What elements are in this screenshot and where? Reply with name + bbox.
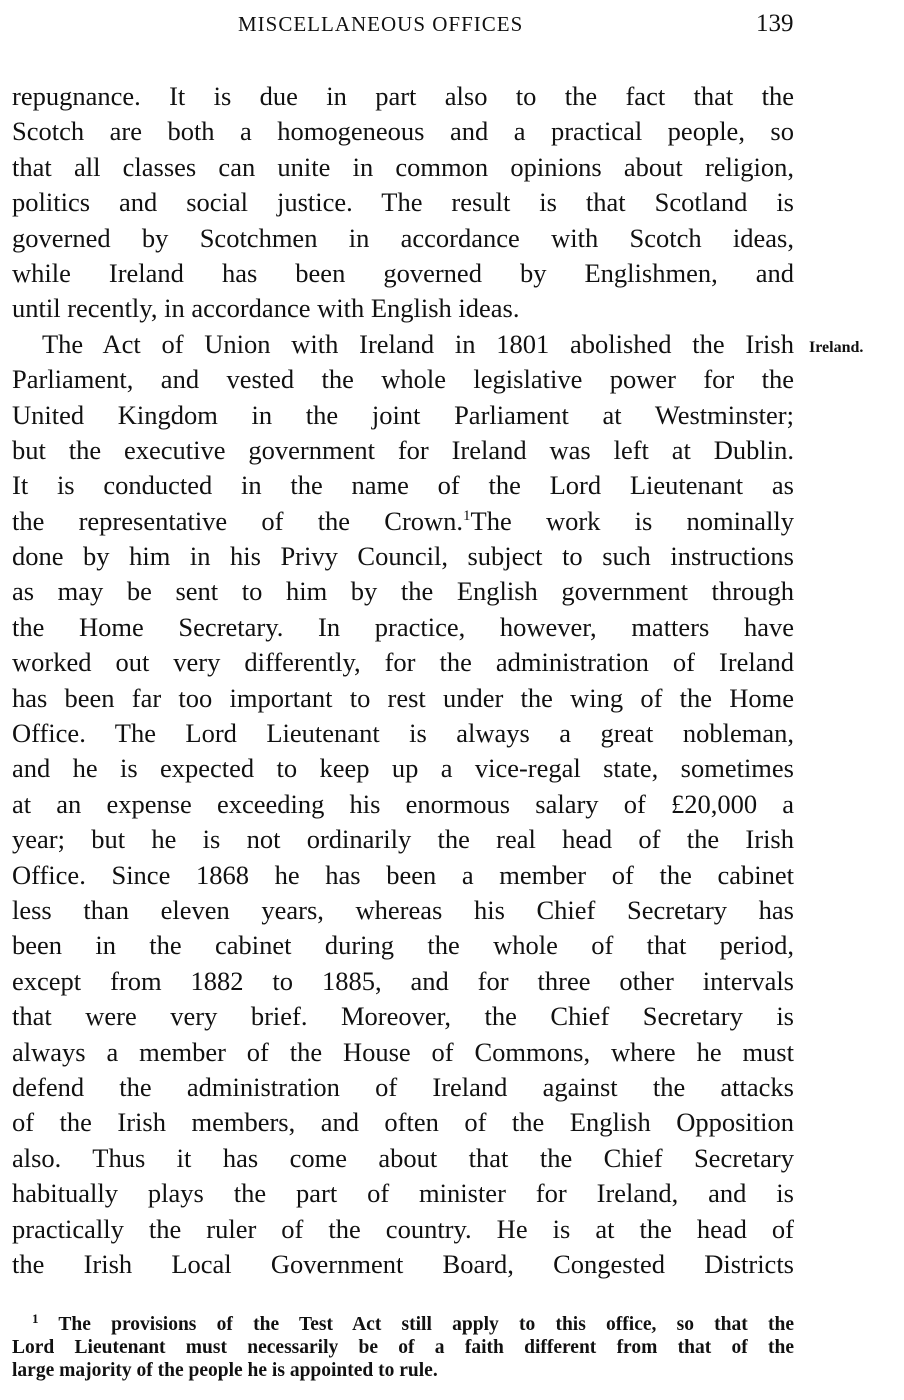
text-line: as may be sent to him by the English government through (12, 576, 794, 607)
text-line: Office. The Lord Lieutenant is always a great nobleman, (12, 718, 794, 749)
running-title: MISCELLANEOUS OFFICES (238, 12, 524, 36)
footnote-line (12, 1313, 794, 1336)
footnote-line: large majority of the people he is appointed to rule. (12, 1360, 438, 1381)
text-segment: the representative of the Crown. (12, 505, 464, 536)
text-line: the Home Secretary. In practice, however, matters have (12, 611, 794, 642)
footnote (12, 1313, 794, 1382)
text-line: except from 1882 to 1885, and for three other intervals (12, 965, 794, 996)
footnote-marker: 1 (32, 1311, 39, 1326)
text-line: habitually plays the part of minister for Ireland, and is (12, 1178, 794, 1209)
text-line: that all classes can unite in common opinions about religion, (12, 151, 794, 182)
text-line: It is conducted in the name of the Lord Lieutenant as (12, 470, 794, 501)
text-line: but the executive government for Ireland was left at Dublin. (12, 434, 794, 465)
text-line: has been far too important to rest under the wing of the Home (12, 682, 794, 713)
text-line: United Kingdom in the joint Parliament at Westminster; (12, 399, 794, 430)
text-segment: The work is nominally (470, 505, 794, 536)
body-text (12, 79, 794, 1282)
text-line: the Irish Local Government Board, Congested Districts (12, 1248, 794, 1279)
footnote-line: Lord Lieutenant must necessarily be of a faith different from that of the (12, 1337, 794, 1358)
page-number: 139 (756, 10, 794, 37)
text-line: Scotch are both a homogeneous and a practical people, so (12, 116, 794, 147)
text-line: of the Irish members, and often of the English Opposition (12, 1107, 794, 1138)
text-line: at an expense exceeding his enormous salary of £20,000 a (12, 788, 794, 819)
text-line: always a member of the House of Commons, where he must (12, 1036, 794, 1067)
text-line: until recently, in accordance with English ideas. (12, 293, 520, 324)
footnote-reference: 1 (463, 507, 471, 524)
text-line: and he is expected to keep up a vice-regal state, sometimes (12, 753, 794, 784)
text-line: governed by Scotchmen in accordance with Scotch ideas, (12, 222, 794, 253)
margin-note-ireland: Ireland. (809, 339, 864, 356)
text-line: Office. Since 1868 he has been a member of the cabinet (12, 859, 794, 890)
text-line: been in the cabinet during the whole of that period, (12, 930, 794, 961)
text-line: The Act of Union with Ireland in 1801 abolished the Irish (42, 328, 794, 359)
text-line: that were very brief. Moreover, the Chief Secretary is (12, 1001, 794, 1032)
text-line: while Ireland has been governed by Englishmen, and (12, 257, 794, 288)
text-line: also. Thus it has come about that the Chief Secretary (12, 1142, 794, 1173)
text-line: less than eleven years, whereas his Chief Secretary has (12, 894, 794, 925)
footnote-text: The provisions of the Test Act still apply to this office, so that the (58, 1314, 794, 1335)
text-line: politics and social justice. The result is that Scotland is (12, 187, 794, 218)
text-line: defend the administration of Ireland against the attacks (12, 1071, 794, 1102)
text-line: done by him in his Privy Council, subject to such instructions (12, 541, 794, 572)
text-line-with-footnote (12, 504, 794, 539)
text-line: year; but he is not ordinarily the real head of the Irish (12, 824, 794, 855)
text-line: Parliament, and vested the whole legislative power for the (12, 364, 794, 395)
text-line: repugnance. It is due in part also to the fact that the (12, 81, 794, 111)
text-line: worked out very differently, for the administration of Ireland (12, 647, 794, 678)
text-line: practically the ruler of the country. He is at the head of (12, 1213, 794, 1244)
